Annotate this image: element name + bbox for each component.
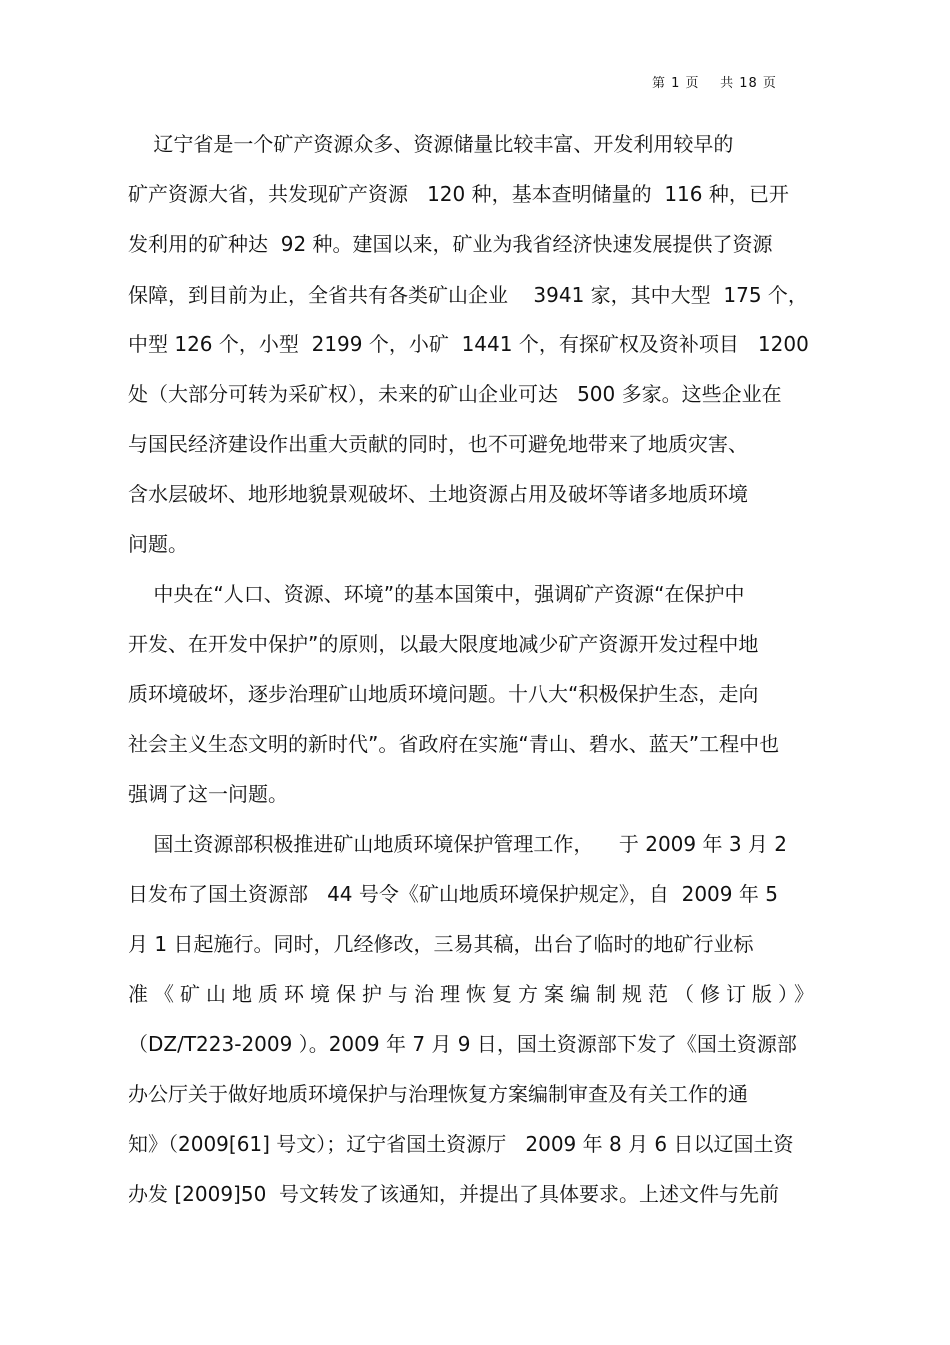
text-line: 辽宁省是一个矿产资源众多、资源储量比较丰富、开发利用较早的 xyxy=(128,132,734,156)
text-line: 日发布了国土资源部 44 号令《矿山地质环境保护规定》，自 2009 年 5 xyxy=(128,882,778,906)
text-line: 强调了这一问题。 xyxy=(128,782,288,806)
text-line: 准《矿山地质环境保护与治理恢复方案编制规范（修订版）》 xyxy=(128,982,820,1006)
text-line: 质环境破坏，逐步治理矿山地质环境问题。十八大“积极保护生态，走向 xyxy=(128,682,759,706)
text-line: 含水层破坏、地形地貌景观破坏、土地资源占用及破坏等诸多地质环境 xyxy=(128,482,748,506)
text-line: 发利用的矿种达 92 种。建国以来，矿业为我省经济快速发展提供了资源 xyxy=(128,232,773,256)
page-header: 第 1 页 共 18 页 xyxy=(652,76,777,91)
text-line: 矿产资源大省，共发现矿产资源 120 种，基本查明储量的 116 种，已开 xyxy=(128,182,789,206)
text-line: 问题。 xyxy=(128,532,188,556)
text-line: 开发、在开发中保护”的原则，以最大限度地减少矿产资源开发过程中地 xyxy=(128,632,759,656)
text-line: 社会主义生态文明的新时代”。省政府在实施“青山、碧水、蓝天”工程中也 xyxy=(128,732,780,756)
text-line: （DZ/T223-2009 ）。2009 年 7 月 9 日，国土资源部下发了《国土资源部 xyxy=(128,1032,797,1056)
text-line: 国土资源部积极推进矿山地质环境保护管理工作， 于 2009 年 3 月 2 xyxy=(128,832,787,856)
text-line: 中型 126 个，小型 2199 个，小矿 1441 个，有探矿权及资补项目 1200 xyxy=(128,332,809,356)
text-line: 月 1 日起施行。同时，几经修改，三易其稿，出台了临时的地矿行业标 xyxy=(128,932,754,956)
text-line: 处（大部分可转为采矿权），未来的矿山企业可达 500 多家。这些企业在 xyxy=(128,382,782,406)
text-line: 与国民经济建设作出重大贡献的同时，也不可避免地带来了地质灾害、 xyxy=(128,432,748,456)
text-line: 知》（2009[61] 号文）；辽宁省国土资源厅 2009 年 8 月 6 日以辽国土资 xyxy=(128,1132,794,1156)
text-line: 办发 [2009]50 号文转发了该通知，并提出了具体要求。上述文件与先前 xyxy=(128,1182,780,1206)
text-line: 办公厅关于做好地质环境保护与治理恢复方案编制审查及有关工作的通 xyxy=(128,1082,748,1106)
text-line: 中央在“人口、资源、环境”的基本国策中，强调矿产资源“在保护中 xyxy=(128,582,745,606)
text-line: 保障，到目前为止，全省共有各类矿山企业 3941 家，其中大型 175 个， xyxy=(128,283,808,307)
